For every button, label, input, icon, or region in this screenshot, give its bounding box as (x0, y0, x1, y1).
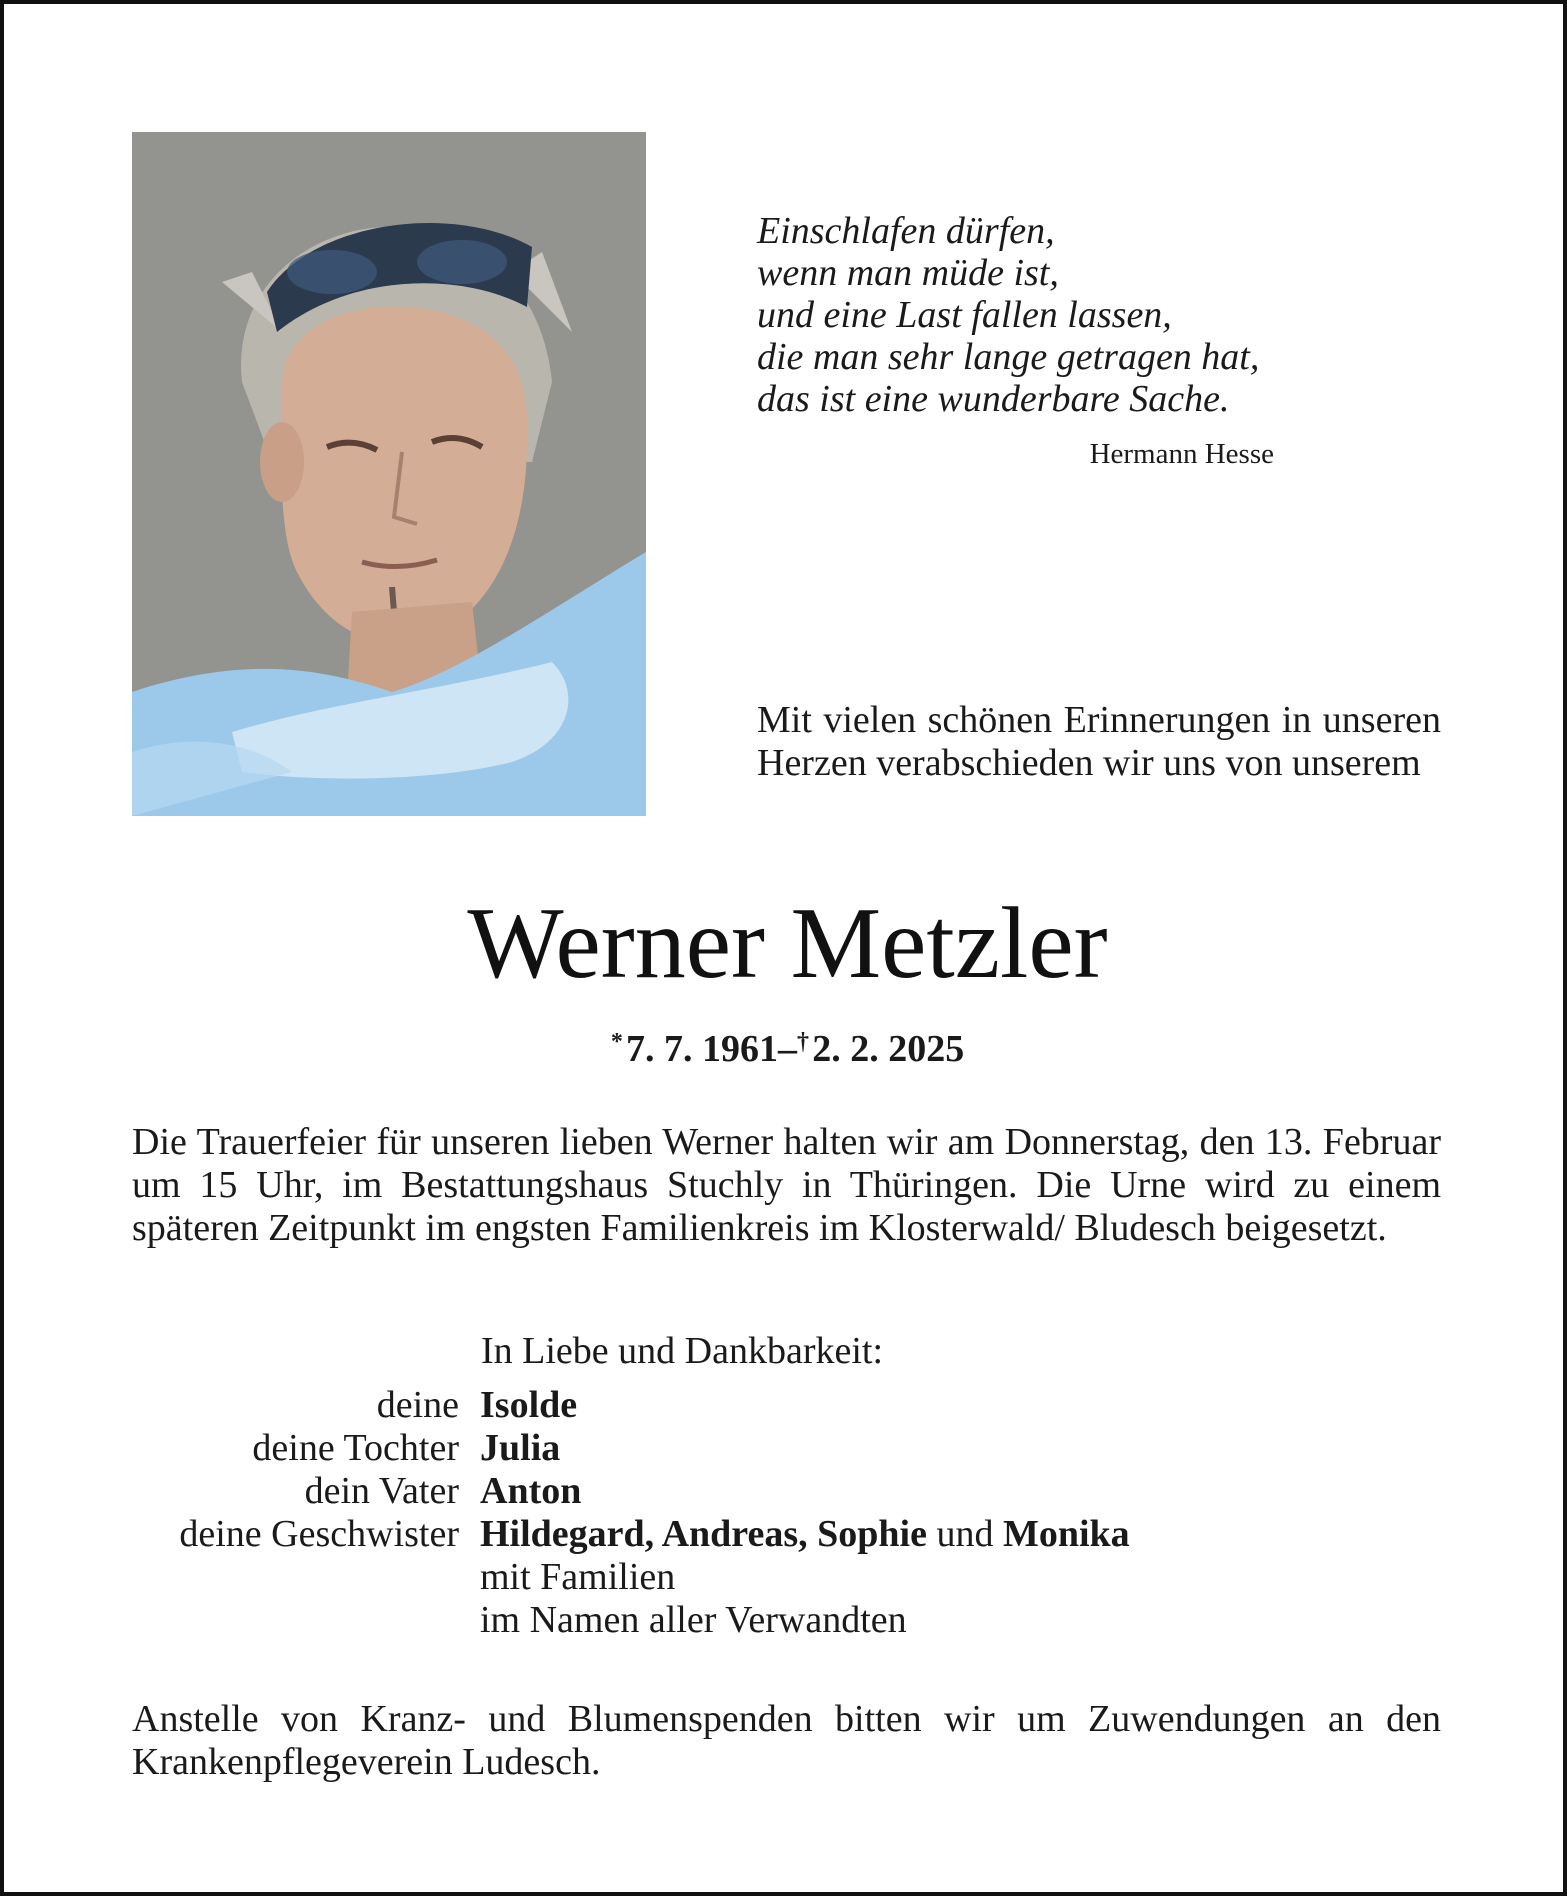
family-row (132, 1513, 1441, 1556)
family-row (132, 1470, 1441, 1513)
quote-line: und eine Last fallen lassen, (757, 294, 1172, 336)
family-role: deine (376, 1384, 459, 1426)
family-role: dein Vater (304, 1470, 459, 1512)
deceased-name: Werner Metzler (467, 887, 1108, 1000)
poem-quote (757, 210, 1317, 420)
quote-line: Einschlafen dürfen, (757, 210, 1055, 252)
birth-symbol: * (610, 1029, 623, 1055)
portrait-photo-icon (132, 132, 646, 816)
funeral-text: Die Trauerfeier für unseren lieben Werner halten wir am Donnerstag, den 13. Februar um 15 Uhr, im Bestattungshaus Stuchly in Thüringen. Die Urne wird zu einem späteren Zeitpunkt im engsten Familienkreis im Klosterwald/ Bludesch beigesetzt. (132, 1121, 1441, 1249)
life-dates (4, 1019, 1567, 1072)
family-list (132, 1384, 1441, 1642)
death-symbol: † (797, 1029, 809, 1055)
thanks-line: In Liebe und Dankbarkeit: (481, 1330, 884, 1372)
portrait-photo (132, 132, 646, 816)
intro-text: Mit vielen schönen Erinnerungen in unseren Herzen verabschieden wir uns von unserem (757, 699, 1441, 784)
family-role: deine Geschwister (179, 1513, 459, 1555)
birth-date: 7. 7. 1961 (626, 1028, 778, 1070)
family-extra: im Namen aller Verwandten (480, 1599, 907, 1641)
quote-line: das ist eine wunderbare Sache. (757, 378, 1230, 420)
quote-line: die man sehr lange getragen hat, (757, 336, 1260, 378)
quote-author: Hermann Hesse (1089, 438, 1274, 470)
family-name: Isolde (480, 1384, 578, 1426)
family-conjunction: und (936, 1513, 994, 1555)
family-name: Anton (480, 1470, 582, 1512)
family-row (132, 1427, 1441, 1470)
death-date: 2. 2. 2025 (812, 1028, 965, 1070)
closing-text: Anstelle von Kranz- und Blumenspenden bitten wir um Zuwendungen an den Krankenpflegeverein Ludesch. (132, 1698, 1441, 1783)
quote-line: wenn man müde ist, (757, 252, 1059, 294)
family-extra: mit Familien (480, 1556, 676, 1598)
family-name: Monika (1002, 1513, 1130, 1555)
date-separator: – (778, 1028, 797, 1070)
family-name: Julia (480, 1427, 561, 1469)
family-name: Hildegard, Andreas, Sophie (480, 1513, 927, 1555)
family-row (132, 1384, 1441, 1427)
family-role: deine Tochter (252, 1427, 459, 1469)
